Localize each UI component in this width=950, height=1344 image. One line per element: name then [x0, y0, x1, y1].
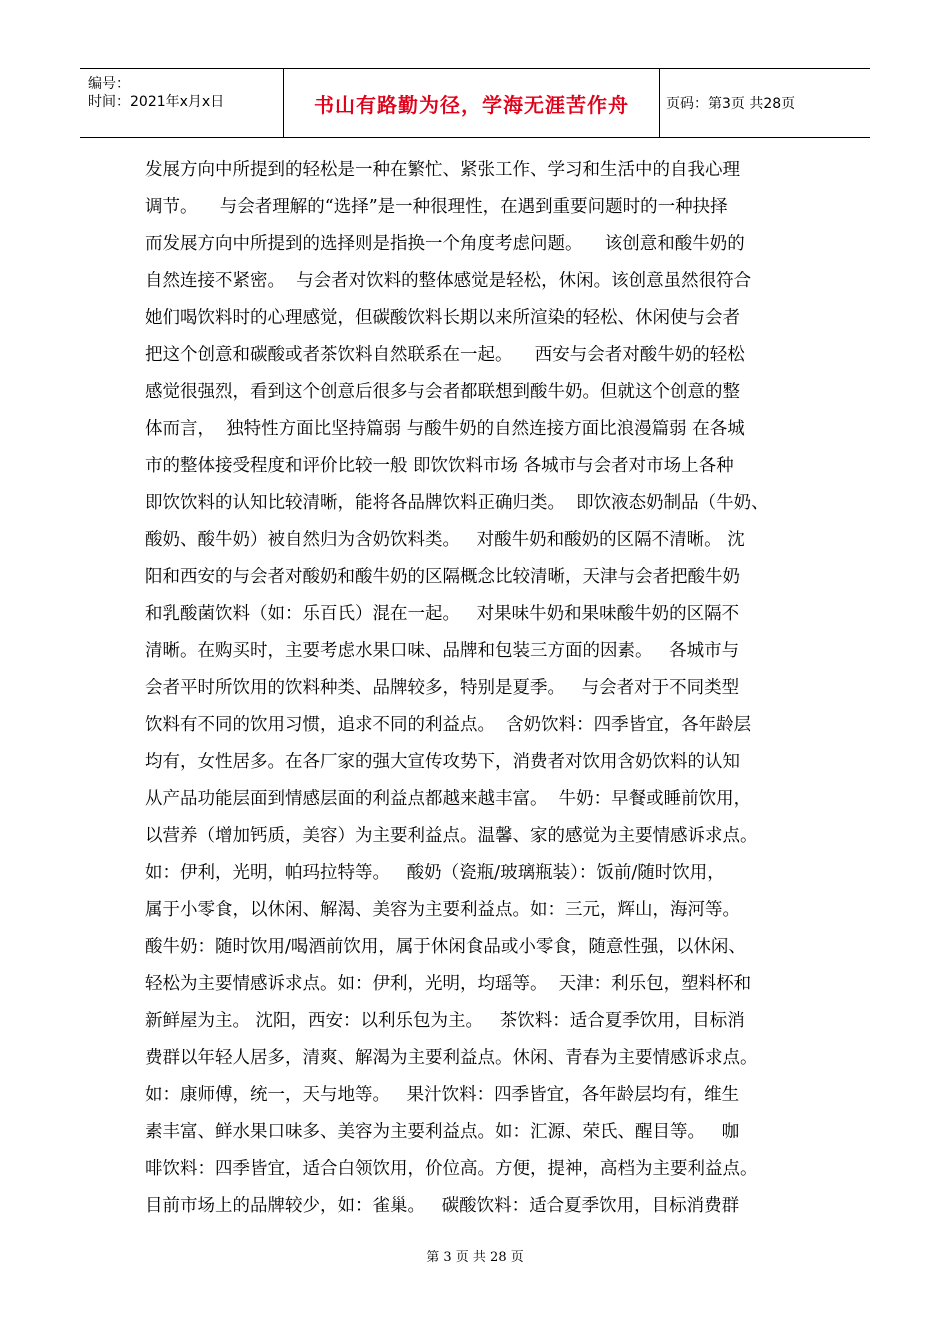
body-text-line: 体而言， 独特性方面比坚持篇弱 与酸牛奶的自然连接方面比浪漫篇弱 在各城: [145, 419, 745, 439]
body-text-line: 啡饮料：四季皆宜，适合白领饮用，价位高。方便，提神，高档为主要利益点。: [145, 1159, 758, 1179]
page-header: [80, 68, 870, 138]
header-motto: 书山有路勤为径，学海无涯苦作舟: [314, 92, 629, 117]
body-text-line: 阳和西安的与会者对酸奶和酸牛奶的区隔概念比较清晰，天津与会者把酸牛奶: [145, 567, 740, 587]
body-text-line: 酸奶、酸牛奶）被自然归为含奶饮料类。 对酸牛奶和酸奶的区隔不清晰。 沈: [145, 530, 745, 550]
header-motto-cell: [284, 69, 660, 137]
body-text-line: 费群以年轻人居多，清爽、解渴为主要利益点。休闲、青春为主要情感诉求点。: [145, 1048, 758, 1068]
body-text-line: 会者平时所饮用的饮料种类、品牌较多，特别是夏季。 与会者对于不同类型: [145, 678, 740, 698]
body-text-line: 调节。 与会者理解的“选择”是一种很理性，在遇到重要问题时的一种抉择: [145, 197, 728, 217]
document-number-label: 编号：: [88, 76, 130, 92]
header-page-info-cell: [660, 69, 870, 137]
body-text-line: 清晰。在购买时，主要考虑水果口味、品牌和包装三方面的因素。 各城市与: [145, 641, 740, 661]
body-text-line: 如：康师傅，统一，天与地等。 果汁饮料：四季皆宜，各年龄层均有，维生: [145, 1085, 740, 1105]
body-text-line: 属于小零食，以休闲、解渴、美容为主要利益点。如：三元，辉山，海河等。: [145, 900, 740, 920]
body-text-line: 即饮饮料的认知比较清晰，能将各品牌饮料正确归类。 即饮液态奶制品（牛奶、: [145, 493, 769, 513]
body-text-line: 而发展方向中所提到的选择则是指换一个角度考虑问题。 该创意和酸牛奶的: [145, 234, 745, 254]
body-text-line: 轻松为主要情感诉求点。如：伊利，光明，均瑶等。 天津：利乐包，塑料杯和: [145, 974, 752, 994]
body-text-line: 把这个创意和碳酸或者茶饮料自然联系在一起。 西安与会者对酸牛奶的轻松: [145, 345, 745, 365]
body-text-line: 酸牛奶：随时饮用/喝酒前饮用，属于休闲食品或小零食，随意性强，以休闲、: [145, 937, 746, 957]
document-date-label: 时间：2021年x月x日: [88, 94, 225, 110]
body-text-line: 从产品功能层面到情感层面的利益点都越来越丰富。 牛奶：早餐或睡前饮用，: [145, 789, 752, 809]
body-text-line: 和乳酸菌饮料（如：乐百氏）混在一起。 对果味牛奶和果味酸牛奶的区隔不: [145, 604, 740, 624]
body-text-line: 发展方向中所提到的轻松是一种在繁忙、紧张工作、学习和生活中的自我心理: [145, 160, 740, 180]
body-text-line: 素丰富、鲜水果口味多、美容为主要利益点。如：汇源、荣氏、醒目等。 咖: [145, 1122, 740, 1142]
document-body: [145, 152, 825, 1225]
header-meta-cell: [80, 69, 284, 137]
body-text-line: 自然连接不紧密。 与会者对饮料的整体感觉是轻松，休闲。该创意虽然很符合: [145, 271, 752, 291]
body-text-line: 目前市场上的品牌较少，如：雀巢。 碳酸饮料：适合夏季饮用，目标消费群: [145, 1196, 740, 1216]
body-text-line: 以营养（增加钙质，美容）为主要利益点。温馨、家的感觉为主要情感诉求点。: [145, 826, 758, 846]
header-page-info: 页码：第3页 共28页: [666, 96, 796, 112]
body-text-line: 饮料有不同的饮用习惯，追求不同的利益点。 含奶饮料：四季皆宜，各年龄层: [145, 715, 752, 735]
body-text-line: 新鲜屋为主。 沈阳，西安：以利乐包为主。 茶饮料：适合夏季饮用，目标消: [145, 1011, 745, 1031]
body-text-line: 感觉很强烈，看到这个创意后很多与会者都联想到酸牛奶。但就这个创意的整: [145, 382, 740, 402]
body-text-line: 她们喝饮料时的心理感觉，但碳酸饮料长期以来所渲染的轻松、休闲使与会者: [145, 308, 740, 328]
body-text-line: 均有，女性居多。在各厂家的强大宣传攻势下，消费者对饮用含奶饮料的认知: [145, 752, 740, 772]
page-footer: 第 3 页 共 28 页: [426, 1250, 524, 1265]
body-text-line: 如：伊利，光明，帕玛拉特等。 酸奶（瓷瓶/玻璃瓶装）：饭前/随时饮用，: [145, 863, 725, 883]
body-text-line: 市的整体接受程度和评价比较一般 即饮饮料市场 各城市与会者对市场上各种: [145, 456, 734, 476]
